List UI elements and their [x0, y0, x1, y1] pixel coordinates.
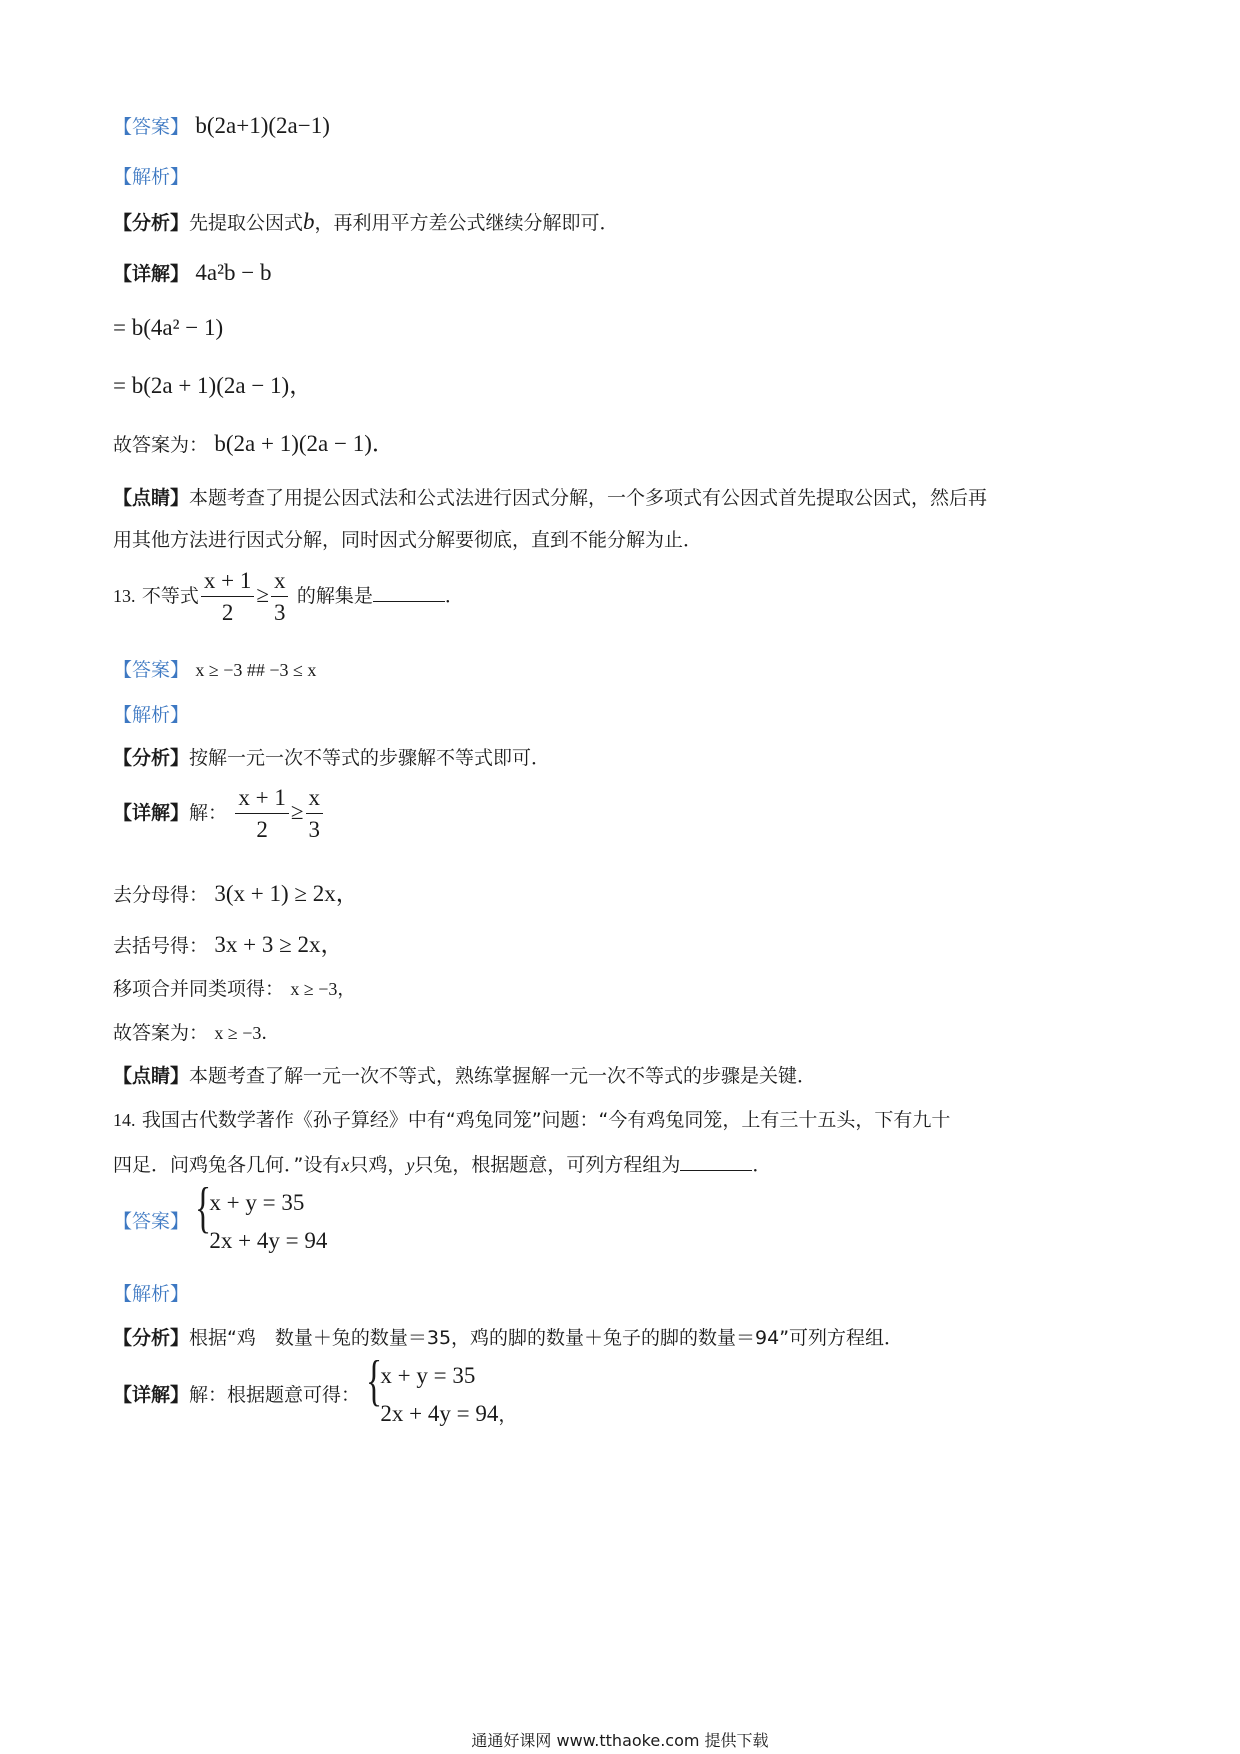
xiangjie-tag: 【详解】: [113, 1384, 190, 1406]
dianjing-tag: 【点睛】: [113, 1065, 190, 1087]
q14-detail-prefix: 解：根据题意可得：: [189, 1384, 361, 1406]
frac-denominator: 2: [256, 816, 268, 842]
frac-denominator: 2: [221, 599, 234, 625]
q14-var-y: y: [406, 1155, 415, 1175]
q13-comment-text: 本题考查了解一元一次不等式，熟练掌握解一元一次不等式的步骤是关键．: [189, 1065, 817, 1087]
q14-analysis: [113, 1325, 903, 1350]
q12-conclusion-math: b(2a + 1)(2a − 1)．: [214, 431, 395, 456]
q13-detail: [113, 784, 325, 843]
q13-stem-end: ．: [444, 585, 464, 608]
q14-eq-end: ，: [498, 1404, 518, 1426]
q13-detail-prefix: 解：: [189, 802, 228, 825]
q12-detail: [113, 259, 271, 287]
q13-step2-label: 去括号得：: [113, 935, 209, 957]
fenxi-tag: 【分析】: [113, 212, 190, 234]
q14-stem-text2b: 只鸡，: [349, 1154, 407, 1176]
frac-numerator: x + 1: [201, 567, 254, 597]
q12-step1: [113, 314, 223, 342]
q14-var-x: x: [341, 1155, 350, 1175]
q13-step3-label: 移项合并同类项得：: [113, 978, 285, 1000]
q14-stem-line1: [113, 1107, 950, 1132]
answer-tag: 【答案】: [113, 659, 190, 681]
footer: 通通好课网 www.tthaoke.com 提供下载: [471, 1731, 769, 1750]
frac-numerator: x: [271, 567, 289, 597]
q14-detail: [113, 1350, 518, 1434]
q14-stem-text2c: 只兔，根据题意，可列方程组为: [414, 1154, 681, 1176]
q14-answer-eq1: x + y = 35: [209, 1190, 305, 1215]
frac-denominator: 3: [308, 816, 320, 842]
q12-analysis-text-b: ，再利用平方差公式继续分解即可．: [314, 212, 619, 234]
q12-analysis-math: b: [303, 209, 315, 234]
q14-stem-text1: 我国古代数学著作《孙子算经》中有“鸡兔同笼”问题：“今有鸡兔同笼，上有三十五头，下有九十: [141, 1109, 951, 1131]
q14-answer-system: [195, 1177, 328, 1260]
q14-stem-line2: [113, 1150, 771, 1177]
q14-detail-eq1: x + y = 35: [380, 1363, 476, 1388]
q13-frac-right: [271, 567, 289, 626]
q13-detail-relation: ≥: [290, 799, 304, 825]
jiexi-tag: 【解析】: [113, 1283, 190, 1305]
q12-analysis: [113, 208, 619, 236]
q13-number: 13.: [113, 586, 136, 607]
brace-icon: {: [366, 1350, 383, 1412]
q13-conclusion-prefix: 故答案为：: [113, 1022, 209, 1044]
q13-analysis-text: 按解一元一次不等式的步骤解不等式即可．: [189, 747, 551, 769]
q13-step3: [113, 976, 355, 1001]
q13-step3-math: x ≥ −3，: [290, 979, 356, 999]
frac-denominator: 3: [273, 599, 286, 625]
q13-step2: [113, 931, 343, 959]
q13-answer: [113, 657, 316, 682]
q14-stem-end: ．: [752, 1154, 772, 1176]
q12-comment-line2: [113, 527, 702, 552]
q12-conclusion: [113, 430, 395, 458]
q12-comment-text2: 用其他方法进行因式分解，同时因式分解要彻底，直到不能分解为止．: [113, 529, 703, 551]
answer-tag: 【答案】: [113, 116, 190, 138]
q13-stem-prefix: 不等式: [141, 585, 199, 608]
q13-conclusion: [113, 1020, 279, 1045]
xiangjie-tag: 【详解】: [113, 802, 190, 825]
q12-answer: [113, 112, 330, 140]
answer-blank: [373, 581, 445, 602]
q14-answer-eq2: 2x + 4y = 94: [209, 1228, 328, 1253]
frac-numerator: x: [306, 784, 324, 814]
q12-comment-text1: 本题考查了用提公因式法和公式法进行因式分解，一个多项式有公因式首先提取公因式，然后再: [189, 487, 988, 509]
q12-analysis-text-a: 先提取公因式: [189, 212, 304, 234]
q13-stem: [113, 567, 464, 626]
q14-detail-system: [366, 1350, 518, 1434]
dianjing-tag: 【点睛】: [113, 487, 190, 509]
q13-step1-label: 去分母得：: [113, 884, 209, 906]
brace-icon: {: [195, 1177, 212, 1239]
q13-step1: [113, 880, 359, 908]
fenxi-tag: 【分析】: [113, 1327, 190, 1349]
q12-comment-line1: [113, 485, 987, 510]
q14-analysis-text: 根据“鸡 数量＋兔的数量＝35，鸡的脚的数量＋兔子的脚的数量＝94”可列方程组．: [189, 1327, 904, 1349]
q12-jiexi: [113, 164, 189, 189]
jiexi-tag: 【解析】: [113, 166, 190, 188]
q14-jiexi: [113, 1281, 189, 1306]
q14-answer: [113, 1177, 328, 1260]
q14-detail-eq2: 2x + 4y = 94: [380, 1401, 499, 1426]
q12-answer-math: b(2a+1)(2a−1): [195, 113, 330, 138]
q13-conclusion-math: x ≥ −3．: [214, 1023, 280, 1043]
frac-numerator: x + 1: [235, 784, 288, 814]
q13-step1-math: 3(x + 1) ≥ 2x，: [214, 881, 359, 906]
q13-relation: ≥: [256, 582, 269, 608]
answer-tag: 【答案】: [113, 1210, 190, 1233]
q13-comment: [113, 1063, 816, 1088]
xiangjie-tag: 【详解】: [113, 263, 190, 285]
q12-step2-math: = b(2a + 1)(2a − 1)，: [113, 373, 313, 398]
q12-step2: [113, 372, 312, 400]
q13-frac-left: [201, 567, 254, 626]
q12-detail-expr: 4a²b − b: [195, 260, 272, 285]
q13-detail-frac-left: [235, 784, 288, 843]
q13-answer-math: x ≥ −3 ## −3 ≤ x: [195, 660, 317, 680]
q13-step2-math: 3x + 3 ≥ 2x，: [214, 932, 344, 957]
q14-number: 14.: [113, 1110, 136, 1130]
q12-conclusion-prefix: 故答案为：: [113, 434, 209, 456]
q13-analysis: [113, 745, 550, 770]
jiexi-tag: 【解析】: [113, 704, 190, 726]
q14-detail-eq2-row: [380, 1395, 517, 1434]
q12-step1-math: = b(4a² − 1): [113, 315, 224, 340]
q13-jiexi: [113, 702, 189, 727]
answer-blank: [680, 1150, 752, 1171]
fenxi-tag: 【分析】: [113, 747, 190, 769]
q14-stem-text2a: 四足．问鸡兔各几何．”设有: [113, 1154, 342, 1176]
q13-stem-suffix: 的解集是: [296, 585, 373, 608]
q13-detail-frac-right: [306, 784, 324, 843]
